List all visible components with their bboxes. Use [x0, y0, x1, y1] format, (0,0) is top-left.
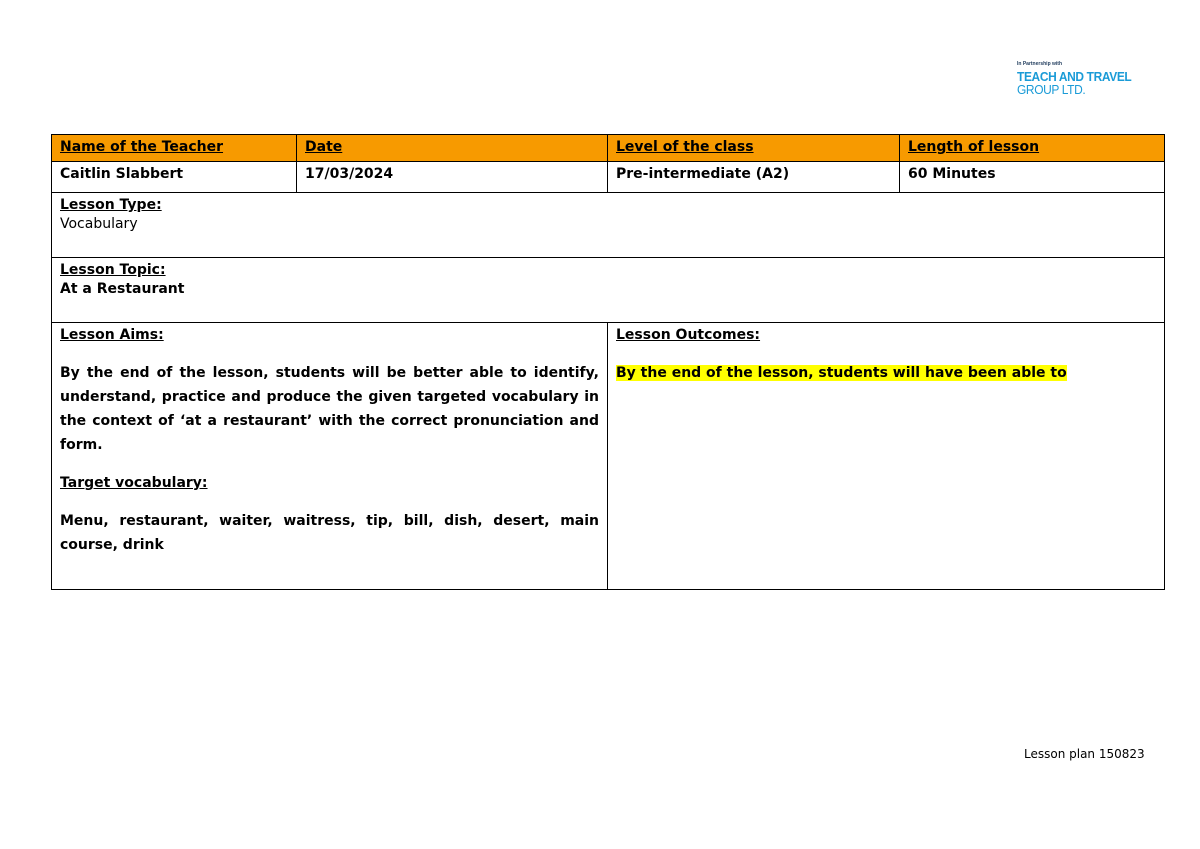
target-vocabulary-text: Menu, restaurant, waiter, waitress, tip, bill, dish, desert, main course, drink [60, 513, 599, 553]
lesson-plan-table [51, 134, 1165, 590]
target-vocabulary-label: Target vocabulary: [60, 475, 208, 491]
lesson-aims-cell [52, 323, 608, 590]
logo-tagline: In Partnership with [1017, 61, 1063, 67]
lesson-topic-value: At a Restaurant [60, 281, 185, 297]
lesson-type-cell [52, 193, 1165, 258]
level-header: Level of the class [608, 135, 900, 162]
footer-lesson-plan-id: Lesson plan 150823 [1024, 747, 1145, 761]
level-value: Pre-intermediate (A2) [608, 162, 900, 193]
values-row [52, 162, 1165, 193]
teacher-value: Caitlin Slabbert [52, 162, 297, 193]
length-value: 60 Minutes [900, 162, 1165, 193]
lesson-topic-label: Lesson Topic: [60, 262, 166, 278]
teacher-header: Name of the Teacher [52, 135, 297, 162]
lesson-type-value: Vocabulary [60, 216, 138, 232]
lesson-topic-cell [52, 258, 1165, 323]
company-logo [1017, 62, 1147, 96]
lesson-type-row [52, 193, 1165, 258]
lesson-outcomes-text: By the end of the lesson, students will have been able to [616, 365, 1067, 381]
lesson-topic-row [52, 258, 1165, 323]
date-value: 17/03/2024 [297, 162, 608, 193]
lesson-aims-text: By the end of the lesson, students will be better able to identify, understand, practice and produce the given targeted vocabulary in the context of ‘at a restaurant’ with the correct pronunciation and form. [60, 365, 599, 453]
lesson-outcomes-cell [608, 323, 1165, 590]
aims-outcomes-row [52, 323, 1165, 590]
logo-line2: GROUP LTD. [1017, 82, 1086, 97]
date-header: Date [297, 135, 608, 162]
lesson-type-label: Lesson Type: [60, 197, 162, 213]
lesson-aims-label: Lesson Aims: [60, 327, 164, 343]
header-row [52, 135, 1165, 162]
length-header: Length of lesson [900, 135, 1165, 162]
logo-line1: TEACH AND TRAVEL [1017, 69, 1132, 84]
lesson-outcomes-label: Lesson Outcomes: [616, 327, 761, 343]
